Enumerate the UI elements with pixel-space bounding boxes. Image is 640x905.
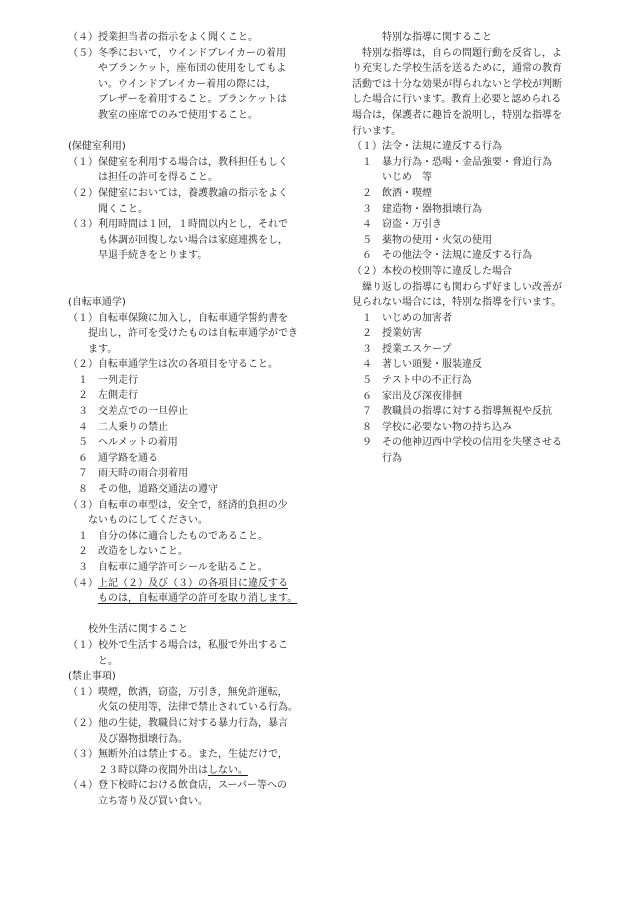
text-line: (保健室利用) xyxy=(68,141,126,153)
text-line: ６ 通学路を通る xyxy=(68,452,158,464)
text-line: 行為 xyxy=(352,453,402,465)
right-column xyxy=(352,30,594,467)
text-line: ３ 建造物・器物損壊行為 xyxy=(352,203,482,215)
text-line: ４ 二人乗りの禁止 xyxy=(68,421,168,433)
infirmary-use-section xyxy=(68,139,330,264)
text-line: ３ 授業エスケープ xyxy=(352,343,452,355)
text-line: い。ウインドブレイカー着用の際には， xyxy=(68,78,277,90)
text-line: ２ 授業妨害 xyxy=(352,328,422,340)
text-line: ４ 窃盗・万引き xyxy=(352,219,442,231)
text-line: した場合に行います。教育上必要と認められる xyxy=(352,94,562,106)
text-line: ないものにしてください。 xyxy=(68,515,208,527)
text-line: （２）保健室においては，養護教諭の指示をよく xyxy=(68,187,288,199)
prohibited-item-3-cont xyxy=(68,763,330,779)
text-line: ７ 教職員の指導に対する指導無視や反抗 xyxy=(352,406,552,418)
text-line: (自転車通学) xyxy=(68,296,126,308)
outside-school-section xyxy=(68,622,330,762)
curfew-text: ２３時以降の夜間外出は xyxy=(68,764,208,776)
left-column xyxy=(68,30,330,810)
text-line: 行います。 xyxy=(352,125,402,137)
spacer xyxy=(68,607,330,623)
text-line: １ 暴力行為・恐喝・金品強要・脅迫行為 xyxy=(352,156,552,168)
text-line: 聞くこと。 xyxy=(68,203,148,215)
text-line: ８ 学校に必要ない物の持ち込み xyxy=(352,421,512,433)
text-line: ２ 飲酒・喫煙 xyxy=(352,187,432,199)
note-text-line1: 上記（２）及び（３）の各項目に違反する xyxy=(98,577,288,589)
text-line: 校外生活に関すること xyxy=(68,624,188,636)
text-line: (禁止事項) xyxy=(68,671,116,683)
text-line: １ 一列走行 xyxy=(68,374,138,386)
text-line: 早退手続きをとります。 xyxy=(68,250,208,262)
text-line: いじめ 等 xyxy=(352,172,432,184)
text-line: ３ 自転車に通学許可シールを貼ること。 xyxy=(68,562,268,573)
text-line: 及び器物損壊行為。 xyxy=(68,733,188,745)
text-line: 繰り返しの指導にも関わらず好ましい改善が xyxy=(352,281,562,293)
text-line: も体調が回復しない場合は家庭連携をし， xyxy=(68,234,288,246)
spacer xyxy=(68,264,330,295)
classroom-rules-list xyxy=(68,30,330,124)
bicycle-violation-note xyxy=(68,576,330,592)
text-line: ４ 著しい頭髪・服装違反 xyxy=(352,359,482,371)
prohibited-item-4 xyxy=(68,778,330,809)
text-line: ５ テスト中の不正行為 xyxy=(352,375,472,387)
text-line: （１）自転車保険に加入し，自転車通学誓約書を xyxy=(68,312,288,324)
text-line: （４）授業担当者の指示をよく聞くこと。 xyxy=(68,32,258,43)
indent xyxy=(68,593,98,604)
bicycle-violation-note-cont xyxy=(68,591,330,607)
bicycle-commute-section xyxy=(68,295,330,576)
text-line: ５ ヘルメットの着用 xyxy=(68,437,178,449)
text-line: やブランケット，座布団の使用をしてもよ xyxy=(68,63,287,75)
text-line: （５）冬季において，ウインドブレイカーの着用 xyxy=(68,47,286,59)
curfew-emphasis: しない。 xyxy=(208,764,248,776)
text-line: ２ 改造をしないこと。 xyxy=(68,546,188,558)
text-line: 提出し，許可を受けたものは自転車通学ができ xyxy=(68,328,298,340)
text-line: （３）自転車の車型は，安全で，経済的負担の少 xyxy=(68,499,288,511)
text-line: （３）利用時間は１回，１時間以内とし，それで xyxy=(68,219,288,231)
note-text-line2: ものは，自転車通学の許可を取り消します。 xyxy=(98,593,298,605)
text-line: （１）保健室を利用する場合は，教科担任もしく xyxy=(68,156,288,168)
text-line: ブレザーを着用すること。ブランケットは xyxy=(68,94,287,106)
special-guidance-section xyxy=(352,30,594,467)
text-line: （４）登下校時における飲食店，スーパー等への xyxy=(68,780,287,792)
text-line: （１）法令・法規に違反する行為 xyxy=(352,141,502,153)
text-line: は担任の許可を得ること。 xyxy=(68,172,218,184)
text-line: （１）喫煙，飲酒，窃盗，万引き，無免許運転， xyxy=(68,686,288,698)
text-line: 火気の使用等，法律で禁止されている行為。 xyxy=(68,702,298,714)
text-line: り充実した学校生活を送るために，通常の教育 xyxy=(352,63,562,75)
text-line: 場合は，保護者に趣旨を説明し，特別な指導を xyxy=(352,109,562,121)
text-line: ８ その他，道路交通法の遵守 xyxy=(68,484,218,496)
text-line: 特別な指導に関すること xyxy=(352,32,492,43)
text-line: ６ 家出及び深夜徘徊 xyxy=(352,390,462,402)
text-line: 教室の座席でのみで使用すること。 xyxy=(68,109,258,121)
text-line: ７ 雨天時の雨合羽着用 xyxy=(68,468,188,480)
text-line: （３）無断外泊は禁止する。また，生徒だけで， xyxy=(68,749,288,761)
spacer xyxy=(68,124,330,140)
text-line: ９ その他神辺西中学校の信用を失墜させる xyxy=(352,437,562,449)
text-line: 見られない場合には，特別な指導を行います。 xyxy=(352,297,562,309)
text-line: 立ち寄り及び買い食い。 xyxy=(68,795,208,807)
text-line: ６ その他法令・法規に違反する行為 xyxy=(352,250,532,262)
text-line: 活動では十分な効果が得られないと学校が判断 xyxy=(352,78,562,90)
text-line: （２）自転車通学生は次の各項目を守ること。 xyxy=(68,359,278,371)
text-line: ３ 交差点での一旦停止 xyxy=(68,406,188,418)
text-line: （２）本校の校則等に違反した場合 xyxy=(352,265,512,277)
text-line: １ いじめの加害者 xyxy=(352,312,452,324)
text-line: ２ 左側走行 xyxy=(68,390,138,402)
text-line: （１）校外で生活する場合は，私服で外出するこ xyxy=(68,639,288,651)
note-number: （４） xyxy=(68,577,98,589)
text-line: と。 xyxy=(68,655,118,667)
text-line: ます。 xyxy=(68,343,118,355)
text-line: １ 自分の体に適合したものであること。 xyxy=(68,530,268,542)
text-line: 特別な指導は，自らの問題行動を反省し，よ xyxy=(352,47,562,59)
text-line: （２）他の生徒，教職員に対する暴力行為，暴言 xyxy=(68,717,288,729)
text-line: ５ 薬物の使用・火気の使用 xyxy=(352,234,492,246)
